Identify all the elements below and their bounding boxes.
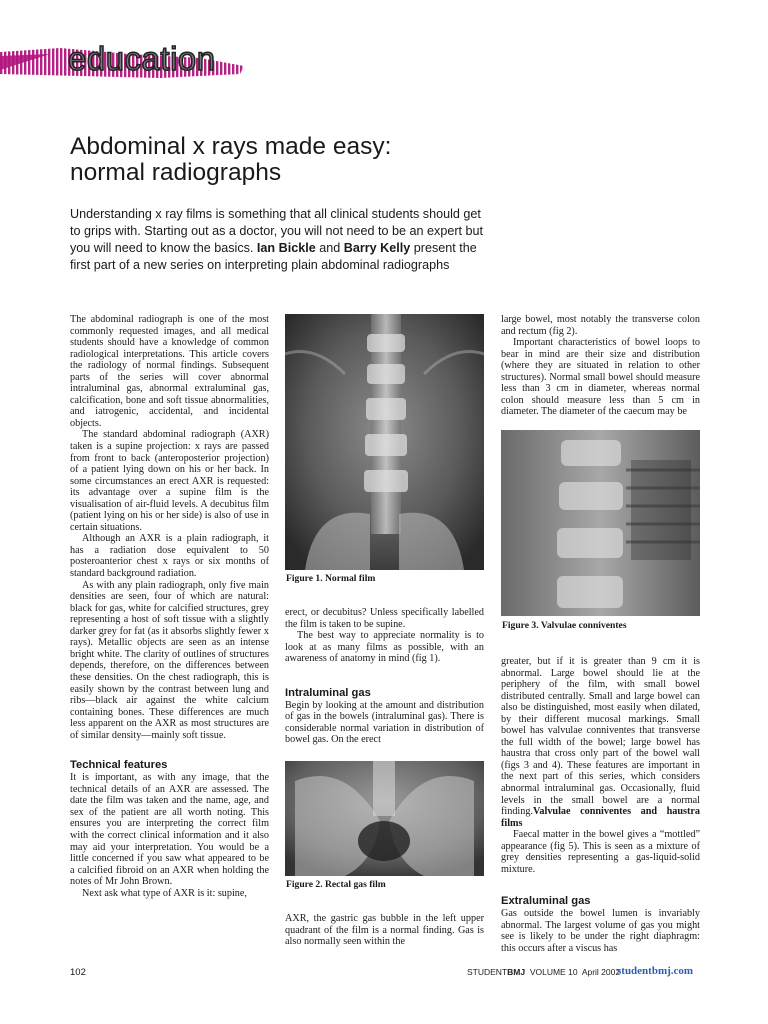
paragraph: Although an AXR is a plain radiograph, it has a radiation dose equivalent to 50 posteroanterior chest x rays or six months of standard background radiation. [70,533,269,580]
paragraph: The abdominal radiograph is one of the most commonly requested images, and all medical students should have a knowledge of common radiological interpretations. This article covers the radiology of normal findings. Subsequent parts of the series will cover abnormal intraluminal gas, abnormal extraluminal gas, calcification, bone and soft tissue abnormalities, and iatrogenic, accidental, and incidental objects. [70,314,269,429]
page-number: 102 [70,967,86,978]
figure-1-radiograph-image [285,314,484,570]
article-title [70,134,490,186]
column-2-text-1 [285,607,484,746]
section-heading: Extraluminal gas [501,895,591,908]
section-heading: Technical features [70,759,168,772]
column-2-text-2 [285,913,484,948]
paragraph: erect, or decubitus? Unless specifically labelled the film is taken to be supine. [285,607,484,630]
column-3-text-2 [501,656,700,955]
journal-name-prefix: STUDENT [467,967,508,977]
paragraph: Begin by looking at the amount and distribution of gas in the bowels (intraluminal gas). There is considerable normal variation in distribution of bowel gas. On the erect [285,699,484,746]
paragraph-bold-text: Valvulae conniventes and haustra films [501,806,700,829]
journal-url-link[interactable]: studentbmj.com [617,965,694,977]
figure-2-caption: Figure 2. Rectal gas film [286,879,386,890]
paragraph: Important characteristics of bowel loops to bear in mind are their size and distribution (where they are situated in relation to other structures). Normal small bowel should measure less than 3 cm in diameter, whereas normal colon should measure less than 5 cm in diameter. The diameter of the caecum may be [501,337,700,418]
standfirst-text-2: present the first part of a new series on interpreting plain abdominal radiographs [70,241,477,272]
standfirst-and: and [319,241,341,255]
section-label: education [68,40,216,77]
column-3-text-1 [501,314,700,418]
column-1 [70,314,269,899]
standfirst-text: Understanding x ray films is something that all clinical students should get to grips with. Starting out as a doctor, you will not need to be an expert but you will need to know the basics. [70,207,484,255]
paragraph: The standard abdominal radiograph (AXR) taken is a supine projection: x rays are passed from front to back (anteroposterior projection) of a patient lying down on his or her back. In some circumstances an erect AXR is requested: its advantage over a supine film is the visualisation of air-fluid levels. A decubitus film (patient lying on his or her side) is also of use in certain situations. [70,429,269,533]
journal-name-bold: BMJ [507,967,526,977]
section-heading: Intraluminal gas [285,686,371,699]
author-2: Barry Kelly [343,241,411,255]
figure-2-radiograph-image [285,761,484,876]
journal-info [467,967,620,977]
paragraph: AXR, the gastric gas bubble in the left upper quadrant of the film is a normal finding. Gas is also normally seen within the [285,913,484,948]
figure-3-caption: Figure 3. Valvulae conniventes [502,620,627,631]
paragraph: It is important, as with any image, that the technical details of an AXR are assessed. The date the film was taken and the name, age, and sex of the patient are all worth noting. This ensures you are interpreting the correct film with the correct clinical information and it also may aid your interpretation. You would be a little concerned if you saw what appeared to be a calcified fibroid on an AXR when holding the notes of Mr John Brown. [70,772,269,888]
title-line-1: Abdominal x rays made easy: [70,133,392,160]
paragraph: Faecal matter in the bowel gives a “mottled” appearance (fig 5). This is seen as a mixture of grey densities representing a gas-liquid-solid mixture. [501,829,700,875]
paragraph: As with any plain radiograph, only five main densities are seen, four of which are natural: black for gas, white for calcified structures, grey representing a host of soft tissue with a slightly darker grey for fat (as it absorbs slightly fewer x rays). Metallic objects are seen as an intense bright white. The clarity of outlines of structures depends, therefore, on the differences between these densities. On the chest radiograph, this is easily shown by the contrast between lung and ribs—black air against the white calcium containing bones. These differences are much less apparent on the AXR as most structures are of similar density—mainly soft tissue. [70,579,269,741]
paragraph: Next ask what type of AXR is it: supine, [82,887,247,899]
paragraph: large bowel, most notably the transverse colon and rectum (fig 2). [501,314,700,337]
paragraph: Gas outside the bowel lumen is invariably abnormal. The largest volume of gas you might see is likely to be under the right diaphragm: this occurs after a viscus has [501,908,700,955]
journal-date: April 2002 [581,967,621,977]
author-1: Ian Bickle [256,241,316,255]
paragraph: The best way to appreciate normality is to look at as many films as possible, with an awareness of anatomy in mind (fig 1). [285,630,484,665]
figure-1-caption: Figure 1. Normal film [286,573,376,584]
paragraph [501,656,700,829]
title-line-2: normal radiographs [70,159,282,186]
figure-3-radiograph-image [501,430,700,616]
standfirst [70,206,490,274]
journal-volume: VOLUME 10 [529,967,578,977]
paragraph-text: greater, but if it is greater than 9 cm it is abnormal. Large bowel should lie at the periphery of the film, with small bowel distributed centrally. Small and large bowel can also be distinguished, most easily when dilated, by their different mucosal markings. Small bowel has valvulae conniventes that transverse the full width of the bowel; large bowel has haustra that cross only part of the bowel wall (figs 3 and 4). These features are important in the next part of this series, which considers abnormal intraluminal gas. Occasionally, fluid levels in the small bowel are a normal finding. [501,656,700,818]
